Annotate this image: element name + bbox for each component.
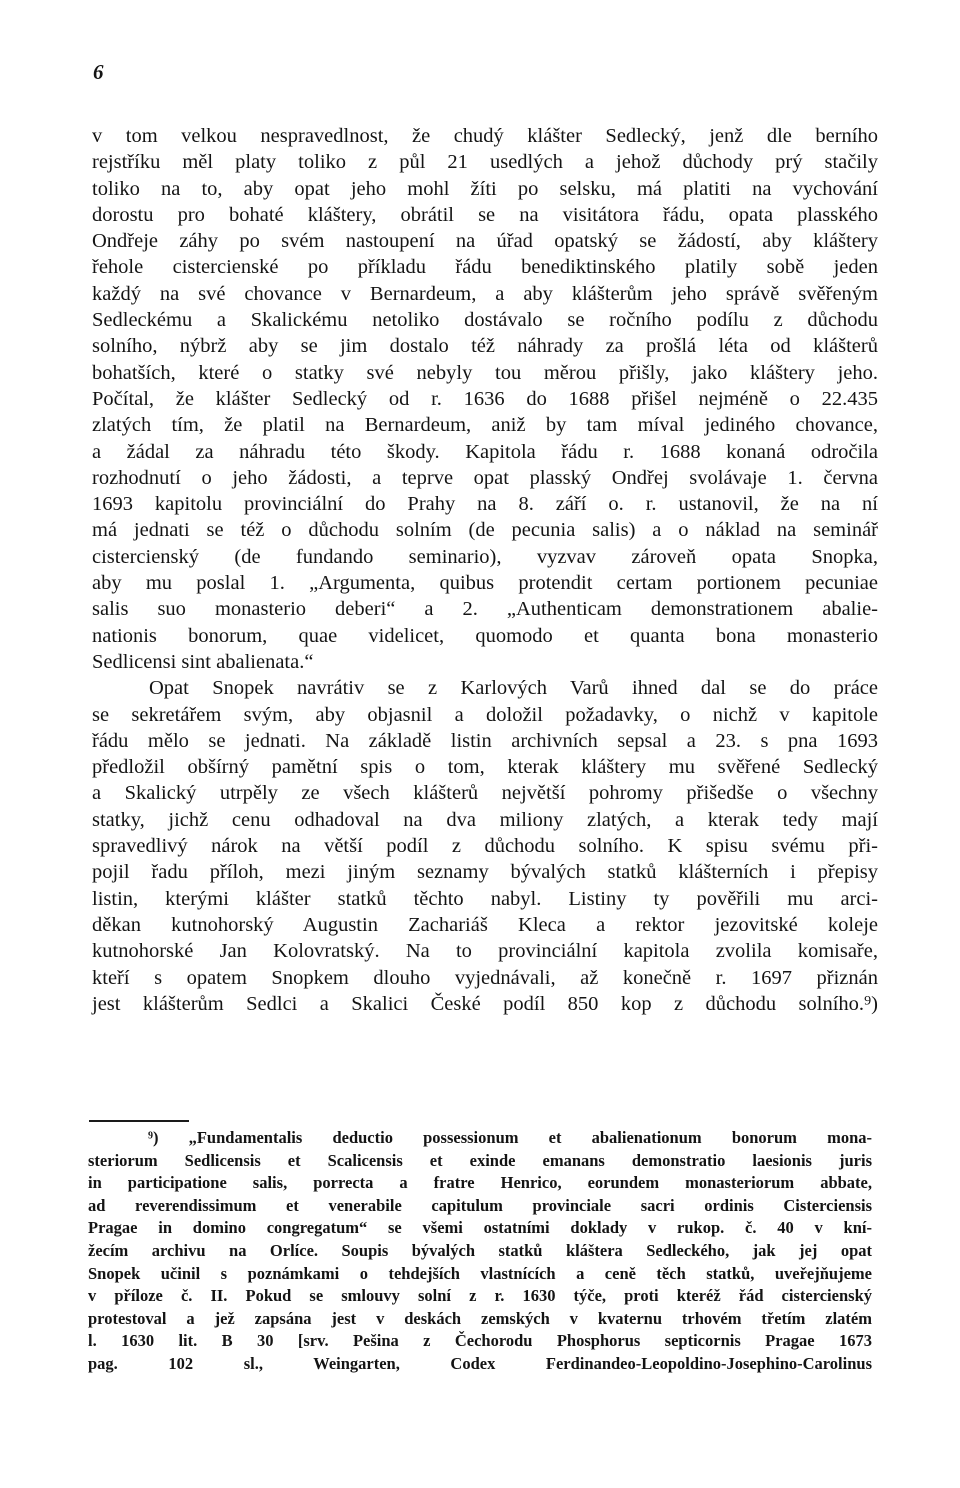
footnote-line: ⁹) „Fundamentalis deductio possessionum et abalienationum bonorum mona- <box>148 1128 872 1147</box>
footnotes <box>88 1127 872 1376</box>
main-text <box>92 123 878 1017</box>
footnote-line: Pragae in domino congregatum“ se všemi ostatními doklady v rukop. č. 40 v kní- <box>88 1218 872 1238</box>
text-line: a žádal za náhradu této škody. Kapitola řádu r. 1688 konaná odročila <box>92 440 878 463</box>
footnote-line: ad reverendissimum et venerabile capitulum provinciale sacri ordinis Cisterciensis <box>88 1195 872 1215</box>
text-line: nationis bonorum, quae videlicet, quomodo et quanta bona monasterio <box>92 624 878 647</box>
text-line: Sedlicensi sint abalienata.“ <box>92 650 314 673</box>
text-line: Sedleckému a Skalickému netoliko dostávalo se ročního podílu z důchodu <box>92 309 878 332</box>
text-line: salis suo monasterio deberi“ a 2. „Authenticam demonstrationem abalie- <box>92 598 878 621</box>
text-line: má jednati se též o důchodu solním (de pecunia salis) a o náklad na seminář <box>92 519 878 542</box>
text-line: jest klášterům Sedlci a Skalici České podíl 850 kop z důchodu solního.⁹) <box>92 992 878 1015</box>
text-line: každý na své chovance v Bernardeum, a aby klášterům jeho správě svěřeným <box>92 282 878 305</box>
footnote-line: l. 1630 lit. B 30 [srv. Pešina z Čechorodu Phosphorus septicornis Pragae 1673 <box>88 1331 872 1351</box>
text-line: Opat Snopek navrátiv se z Karlových Varů ihned dal se do práce <box>149 677 878 700</box>
text-line: předložil obšírný pamětní spis o tom, kterak kláštery mu svěřené Sedlecký <box>92 756 878 779</box>
text-line: 1693 kapitolu provinciální do Prahy na 8. září o. r. ustanovil, že na ní <box>92 493 878 516</box>
text-line: kteří s opatem Snopkem dlouho vyjednávali, až konečně r. 1697 přiznán <box>92 966 878 989</box>
footnote-line: pag. 102 sl., Weingarten, Codex Ferdinandeo-Leopoldino-Josephino-Carolinus <box>88 1353 872 1373</box>
text-line: kutnohorské Jan Kolovratský. Na to provinciální kapitola zvolila komisaře, <box>92 940 878 963</box>
text-line: v tom velkou nespravedlnost, že chudý klášter Sedlecký, jenž dle berního <box>92 125 878 147</box>
text-line: zlatých tím, že platil na Bernardeum, aniž by tam míval jediného chovance, <box>92 414 878 437</box>
footnote-divider <box>89 1120 189 1122</box>
footnote-line: in participatione salis, porrecta a fratre Henrico, eorundem monasteriorum abbate, <box>88 1173 872 1193</box>
text-line: bohatších, které o statky své nebyly tou měrou přišly, jako kláštery jeho. <box>92 361 878 384</box>
text-line: Ondřeje záhy po svém nastoupení na úřad opatský se žádostí, aby kláštery <box>92 230 878 253</box>
text-line: se sekretářem svým, aby objasnil a doložil požadavky, o nichž v kapitole <box>92 703 878 726</box>
text-line: listin, kterými klášter statků těchto nabyl. Listiny ty pověřili mu arci- <box>92 887 878 910</box>
text-line: pojil řadu příloh, mezi jiným seznamy bývalých statků klášterních i přepisy <box>92 861 878 884</box>
text-line: děkan kutnohorský Augustin Zachariáš Kleca a rektor jezovitské koleje <box>92 913 878 936</box>
footnote-line: Snopek učinil s poznámkami o tehdejších vlastnících a ceně těch statků, uveřejňujeme <box>88 1263 872 1283</box>
text-line: a Skalický utrpěly ze všech klášterů největší pohromy přišedše o všechny <box>92 782 878 805</box>
text-line: aby mu poslal 1. „Argumenta, quibus protendit certam portionem pecuniae <box>92 572 878 595</box>
text-line: řádu mělo se jednati. Na základě listin archivních sepsal a 23. s pna 1693 <box>92 729 878 752</box>
text-line: cistercienský (de fundando seminario), vyzvav zároveň opata Snopka, <box>92 545 878 568</box>
text-line: řehole cistercienské po příkladu řádu benediktinského platily sobě jeden <box>92 256 878 279</box>
text-line: Počítal, že klášter Sedlecký od r. 1636 do 1688 přišel nejméně o 22.435 <box>92 387 878 410</box>
page-number: 6 <box>93 60 104 84</box>
text-line: statky, jichž cenu odhadoval na dva miliony zlatých, a kterak tedy mají <box>92 808 878 831</box>
text-line: toliko na to, aby opat jeho mohl žíti po selsku, má platiti na vychování <box>92 177 878 200</box>
footnote-line: v příloze č. II. Pokud se smlouvy solní z r. 1630 týče, proti kteréž řád cistercienský <box>88 1286 872 1306</box>
footnote-line: žecím archivu na Orlíce. Soupis bývalých statků kláštera Sedleckého, jak jej opat <box>88 1240 872 1260</box>
text-line: solního, nýbrž aby se jim dostalo též náhrady za prošlá léta od klášterů <box>92 335 878 358</box>
text-line: rozhodnutí o jeho žádosti, a teprve opat plasský Ondřej svolávaje 1. června <box>92 466 878 489</box>
text-line: rejstříku měl platy toliko z půl 21 usedlých a jehož důchody prý stačily <box>92 151 878 174</box>
footnote-line: protestoval a jež zapsána jest v deskách zemských v kvaternu trhovém třetím zlatém <box>88 1308 872 1328</box>
text-line: spravedlivý nárok na větší podíl z důchodu solního. K spisu svému při- <box>92 835 878 858</box>
text-line: dorostu pro bohaté kláštery, obrátil se na visitátora řádu, opata plasského <box>92 203 878 226</box>
footnote-line: steriorum Sedlicensis et Scalicensis et exinde emanans demonstratio laesionis juris <box>88 1150 872 1170</box>
